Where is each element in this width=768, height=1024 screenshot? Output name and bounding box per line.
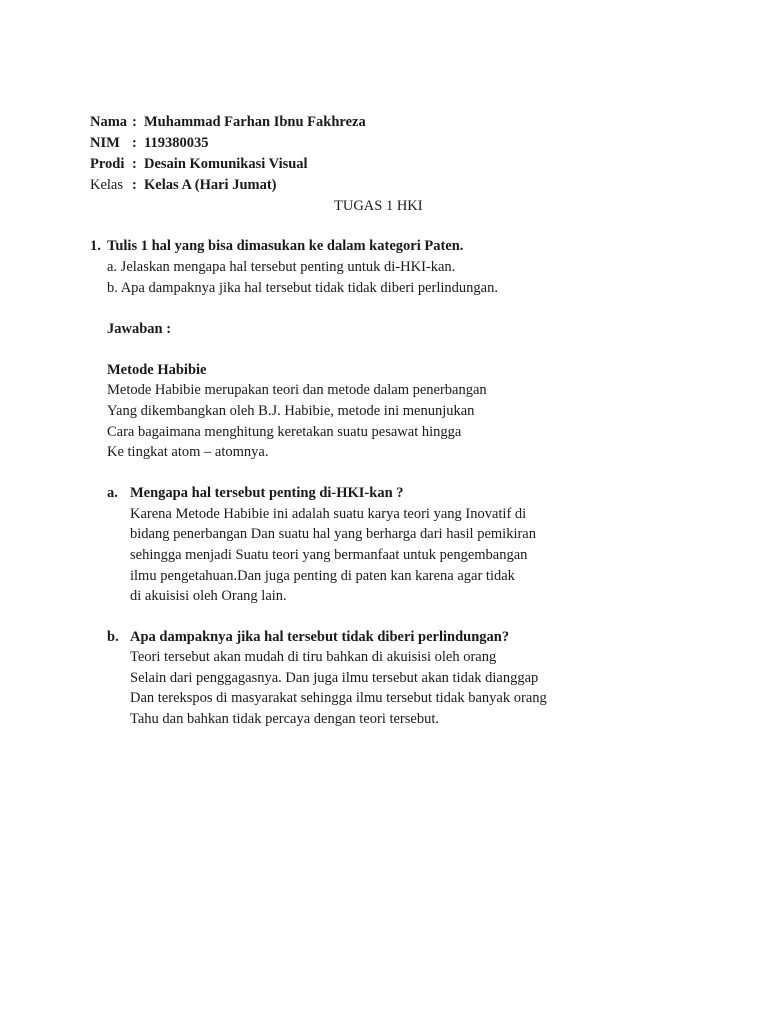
- question-1-text: Tulis 1 hal yang bisa dimasukan ke dalam kategori Paten.: [107, 238, 464, 254]
- kelas-separator: :: [132, 177, 137, 193]
- answer-a-line: Karena Metode Habibie ini adalah suatu karya teori yang Inovatif di: [130, 506, 527, 522]
- nim-value: 119380035: [144, 135, 209, 151]
- nim-separator: :: [132, 135, 137, 151]
- answer-a-line: di akuisisi oleh Orang lain.: [130, 588, 287, 604]
- nama-separator: :: [132, 114, 137, 130]
- answer-a-marker: a.: [107, 485, 118, 501]
- answer-b-marker: b.: [107, 629, 119, 645]
- answer-b-question: [107, 627, 509, 647]
- method-line: Metode Habibie merupakan teori dan metode dalam penerbangan: [107, 382, 487, 398]
- prodi-label: Prodi: [90, 156, 125, 172]
- method-line: Cara bagaimana menghitung keretakan suatu pesawat hingga: [107, 424, 462, 440]
- nim-label: NIM: [90, 135, 120, 151]
- question-1-sub-b: b. Apa dampaknya jika hal tersebut tidak tidak diberi perlindungan.: [107, 280, 498, 296]
- question-1: [90, 236, 463, 256]
- document-title: TUGAS 1 HKI: [334, 198, 423, 214]
- question-1-number: 1.: [90, 238, 101, 254]
- header-nama: [90, 112, 366, 132]
- kelas-label: Kelas: [90, 177, 124, 193]
- prodi-separator: :: [132, 156, 137, 172]
- answer-b-line: Teori tersebut akan mudah di tiru bahkan di akuisisi oleh orang: [130, 649, 497, 665]
- nama-value: Muhammad Farhan Ibnu Fakhreza: [144, 114, 366, 130]
- answer-label: Jawaban :: [107, 321, 172, 337]
- answer-a-line: bidang penerbangan Dan suatu hal yang berharga dari hasil pemikiran: [130, 526, 536, 542]
- answer-b-line: Selain dari penggagasnya. Dan juga ilmu tersebut akan tidak dianggap: [130, 670, 539, 686]
- answer-b-line: Tahu dan bahkan tidak percaya dengan teori tersebut.: [130, 711, 439, 727]
- answer-b-question-text: Apa dampaknya jika hal tersebut tidak diberi perlindungan?: [130, 629, 510, 645]
- answer-a-question: [107, 483, 404, 503]
- prodi-value: Desain Komunikasi Visual: [144, 156, 308, 172]
- answer-a-question-text: Mengapa hal tersebut penting di-HKI-kan ?: [130, 485, 404, 501]
- question-1-sub-a: a. Jelaskan mengapa hal tersebut penting untuk di-HKI-kan.: [107, 259, 456, 275]
- kelas-value: Kelas A (Hari Jumat): [144, 177, 277, 193]
- method-line: Ke tingkat atom – atomnya.: [107, 444, 269, 460]
- nama-label: Nama: [90, 114, 128, 130]
- header-prodi: [90, 154, 308, 174]
- answer-a-line: ilmu pengetahuan.Dan juga penting di paten kan karena agar tidak: [130, 568, 515, 584]
- header-nim: [90, 133, 208, 153]
- answer-b-line: Dan terekspos di masyarakat sehingga ilmu tersebut tidak banyak orang: [130, 690, 547, 706]
- answer-a-line: sehingga menjadi Suatu teori yang bermanfaat untuk pengembangan: [130, 547, 528, 563]
- method-line: Yang dikembangkan oleh B.J. Habibie, metode ini menunjukan: [107, 403, 475, 419]
- method-title: Metode Habibie: [107, 362, 207, 378]
- header-kelas: [90, 175, 277, 195]
